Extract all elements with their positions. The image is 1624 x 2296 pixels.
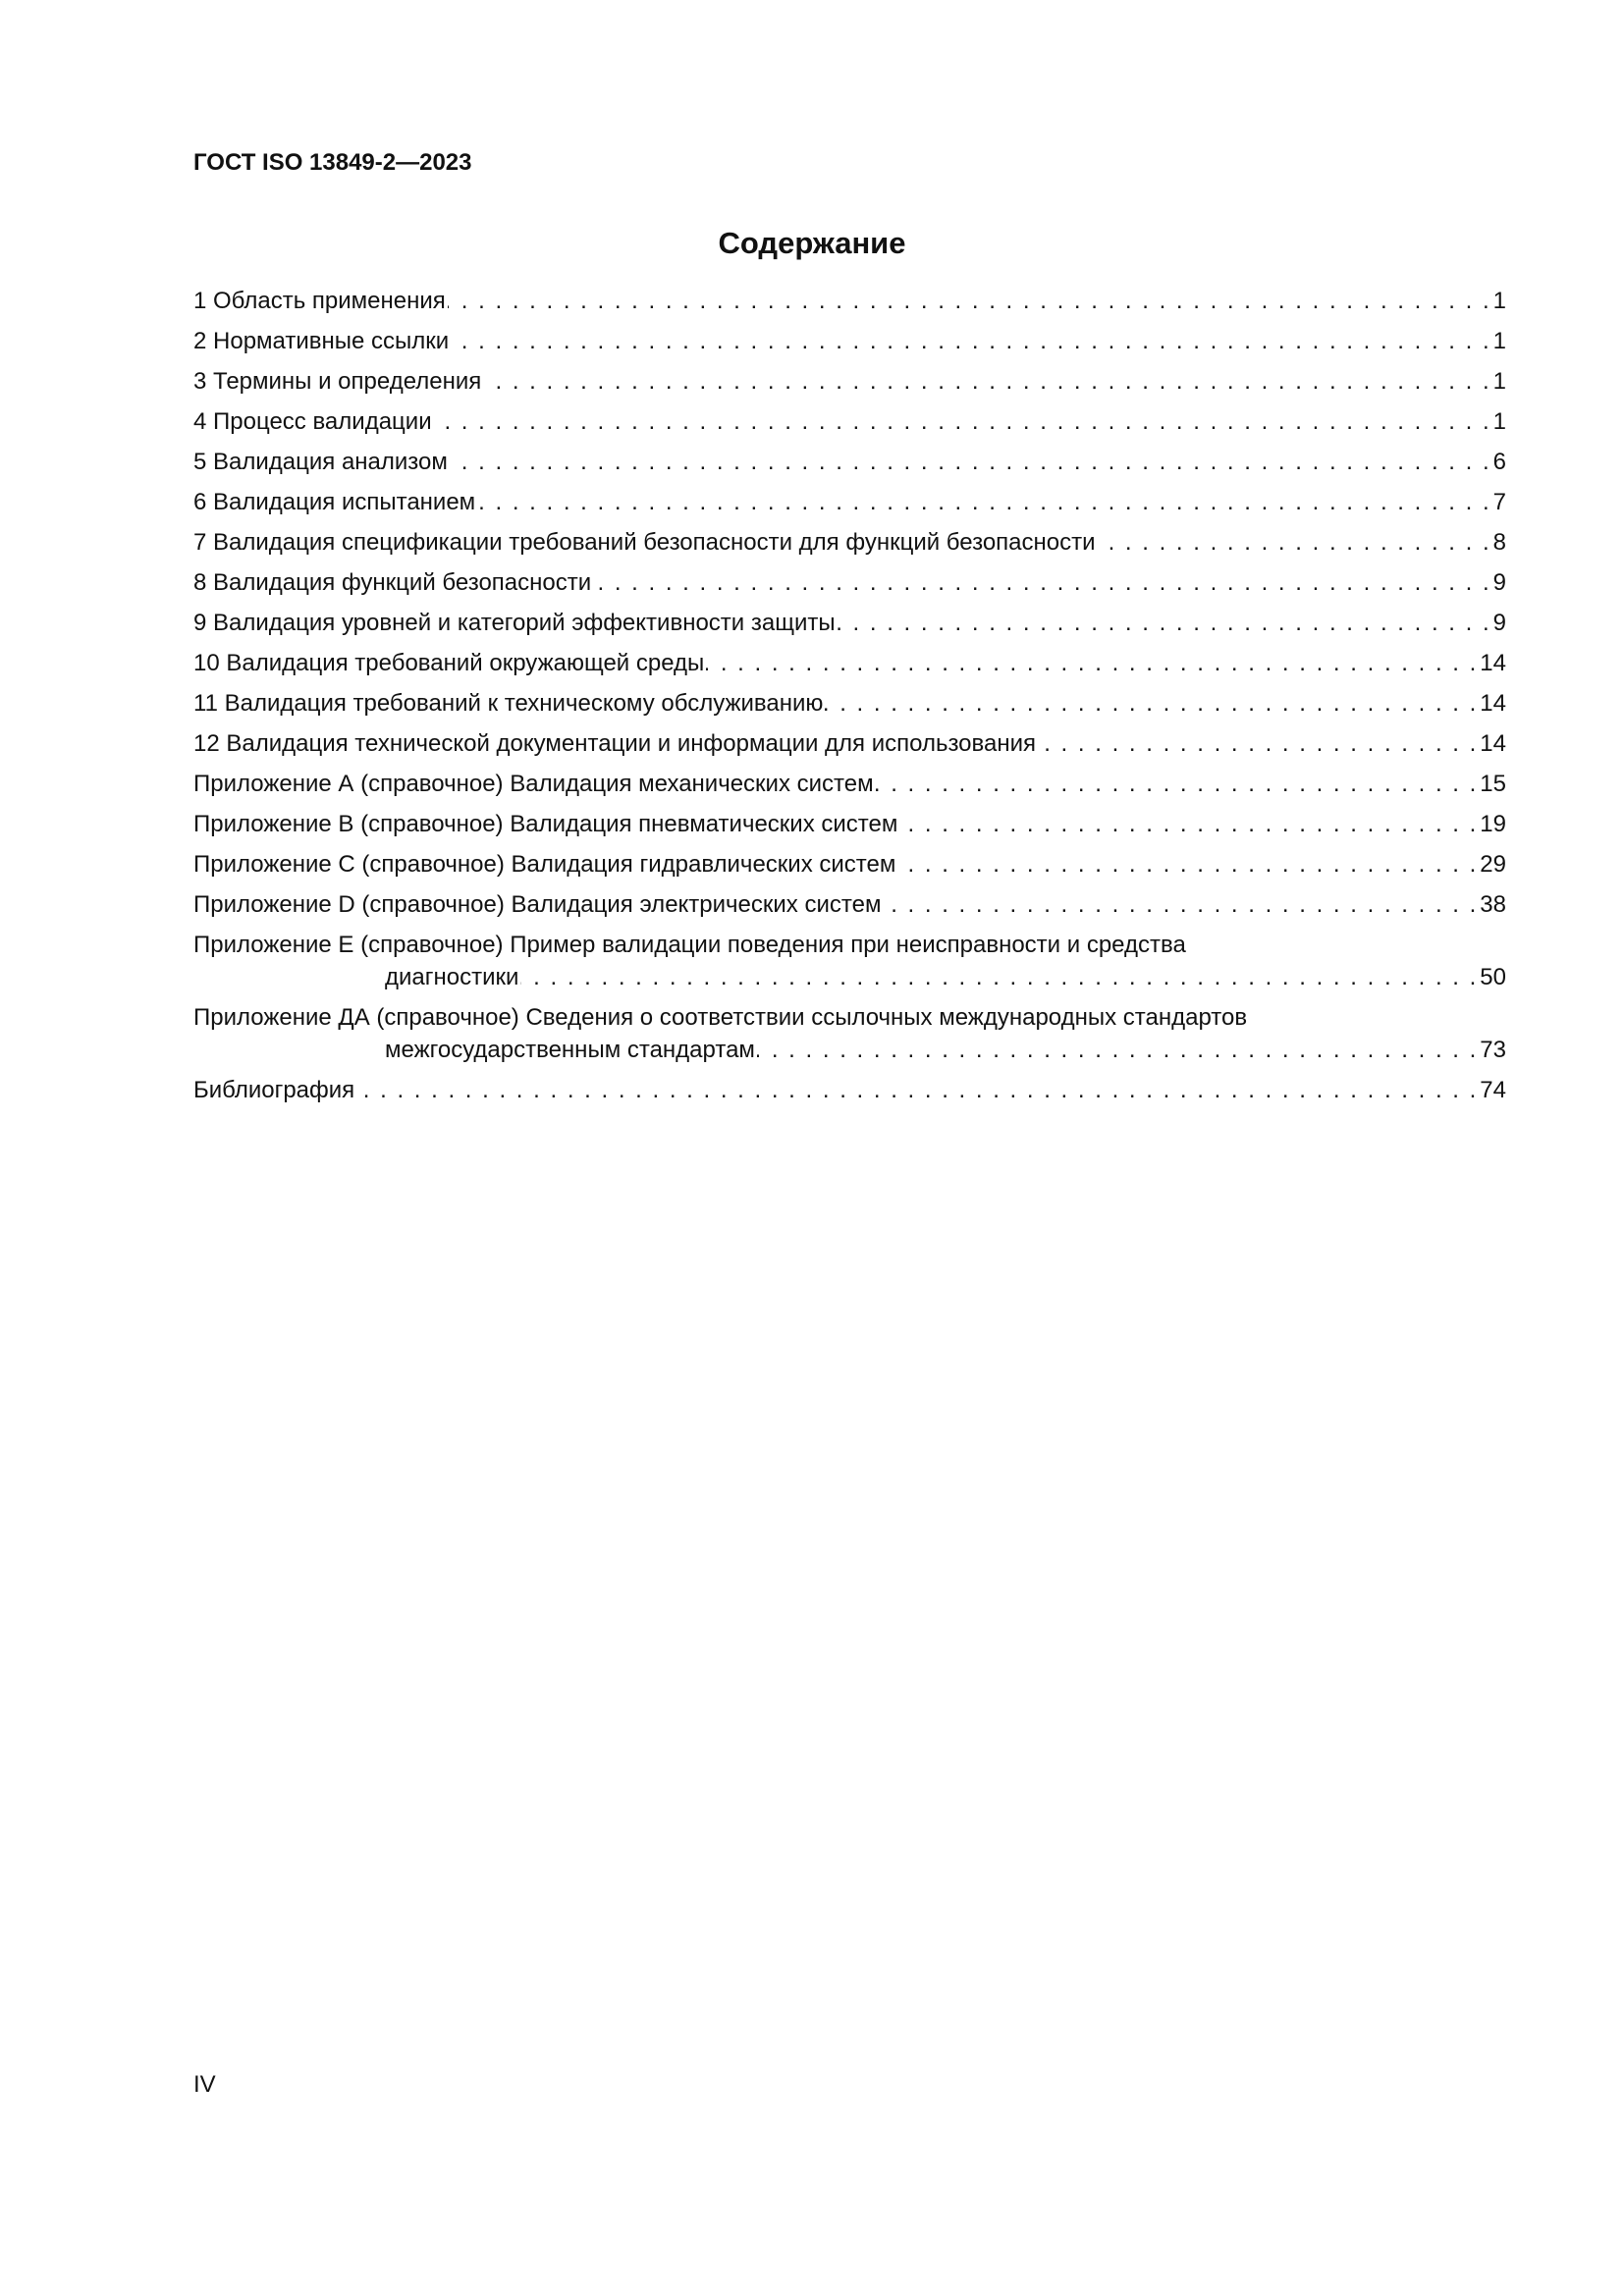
toc-entry[interactable] (193, 609, 1506, 638)
toc-entry-title: 6 Валидация испытанием (193, 489, 476, 515)
toc-entry-page: 1 (1492, 288, 1506, 314)
dot-leader (825, 689, 1478, 719)
toc-entry[interactable] (193, 1076, 1506, 1105)
toc-entry-page: 6 (1492, 449, 1506, 475)
toc-entry-title: 4 Процесс валидации (193, 408, 432, 435)
dot-leader (593, 568, 1491, 598)
toc-entry-page: 14 (1480, 690, 1506, 717)
toc-entry[interactable] (193, 327, 1506, 356)
dot-leader (706, 649, 1478, 678)
toc-entry-title-continued: диагностики (385, 964, 519, 990)
toc-entry[interactable] (193, 367, 1506, 397)
page-number: IV (193, 2071, 216, 2098)
toc-entry-page: 1 (1492, 328, 1506, 354)
toc-entry-title: 7 Валидация спецификации требований безопасности для функций безопасности (193, 529, 1096, 556)
toc-entry-title: Приложение D (справочное) Валидация электрических систем (193, 891, 882, 918)
toc-entry[interactable] (193, 890, 1506, 920)
toc-entry-title: 9 Валидация уровней и категорий эффективности защиты (193, 610, 836, 636)
toc-entry[interactable] (193, 649, 1506, 678)
toc-entry[interactable] (193, 568, 1506, 598)
toc-entry-page: 15 (1480, 771, 1506, 797)
toc-entry-title: 1 Область применения (193, 288, 446, 314)
toc-entry-page: 1 (1492, 408, 1506, 435)
dot-leader (838, 609, 1491, 638)
document-designation: ГОСТ ISO 13849-2—2023 (193, 149, 472, 176)
toc-entry[interactable] (193, 1003, 1506, 1065)
toc-entry-title: 2 Нормативные ссылки (193, 328, 450, 354)
toc-entry[interactable] (193, 729, 1506, 759)
toc-entry-title: Приложение В (справочное) Валидация пневматических систем (193, 811, 898, 837)
dot-leader (1098, 528, 1491, 558)
toc-entry-title: 12 Валидация технической документации и информации для использования (193, 730, 1037, 757)
table-of-contents (193, 287, 1506, 1116)
toc-entry[interactable] (193, 528, 1506, 558)
toc-entry-page: 29 (1480, 851, 1506, 878)
dot-leader (899, 810, 1478, 839)
dot-leader (450, 448, 1491, 477)
toc-entry-page: 9 (1492, 569, 1506, 596)
dot-leader (883, 890, 1478, 920)
dot-leader (520, 963, 1478, 992)
toc-entry[interactable] (193, 931, 1506, 992)
toc-entry-page: 50 (1480, 964, 1506, 990)
toc-entry[interactable] (193, 488, 1506, 517)
toc-entry-title: 5 Валидация анализом (193, 449, 448, 475)
toc-entry[interactable] (193, 287, 1506, 316)
dot-leader (356, 1076, 1478, 1105)
toc-entry-page: 73 (1480, 1037, 1506, 1063)
toc-entry-title: Приложение ДА (справочное) Сведения о соответствии ссылочных международных стандартов (193, 1004, 1248, 1031)
dot-leader (448, 287, 1491, 316)
page-title: Содержание (718, 226, 906, 260)
toc-entry-title-continued: межгосударственным стандартам (385, 1037, 755, 1063)
toc-entry-page: 8 (1492, 529, 1506, 556)
toc-entry[interactable] (193, 689, 1506, 719)
toc-entry-page: 19 (1480, 811, 1506, 837)
toc-entry-page: 14 (1480, 650, 1506, 676)
dot-leader (434, 407, 1491, 437)
dot-leader (1038, 729, 1478, 759)
dot-leader (483, 367, 1490, 397)
toc-entry-title: 8 Валидация функций безопасности (193, 569, 592, 596)
toc-entry[interactable] (193, 448, 1506, 477)
dot-leader (451, 327, 1490, 356)
toc-entry-title: Приложение С (справочное) Валидация гидравлических систем (193, 851, 896, 878)
toc-entry[interactable] (193, 850, 1506, 880)
toc-entry-page: 9 (1492, 610, 1506, 636)
toc-entry-page: 7 (1492, 489, 1506, 515)
toc-entry-page: 14 (1480, 730, 1506, 757)
toc-entry-title: Библиография (193, 1077, 355, 1103)
toc-entry-page: 74 (1480, 1077, 1506, 1103)
dot-leader (477, 488, 1490, 517)
toc-entry-title: 11 Валидация требований к техническому обслуживанию (193, 690, 824, 717)
toc-entry[interactable] (193, 770, 1506, 799)
toc-entry-page: 38 (1480, 891, 1506, 918)
dot-leader (897, 850, 1478, 880)
toc-entry-title: Приложение А (справочное) Валидация механических систем (193, 771, 874, 797)
toc-entry-page: 1 (1492, 368, 1506, 395)
toc-entry[interactable] (193, 810, 1506, 839)
dot-leader (757, 1036, 1478, 1065)
toc-entry-title: 3 Термины и определения (193, 368, 482, 395)
dot-leader (876, 770, 1479, 799)
toc-entry-title: Приложение Е (справочное) Пример валидации поведения при неисправности и средства (193, 932, 1186, 958)
toc-entry-title: 10 Валидация требований окружающей среды (193, 650, 705, 676)
toc-entry[interactable] (193, 407, 1506, 437)
